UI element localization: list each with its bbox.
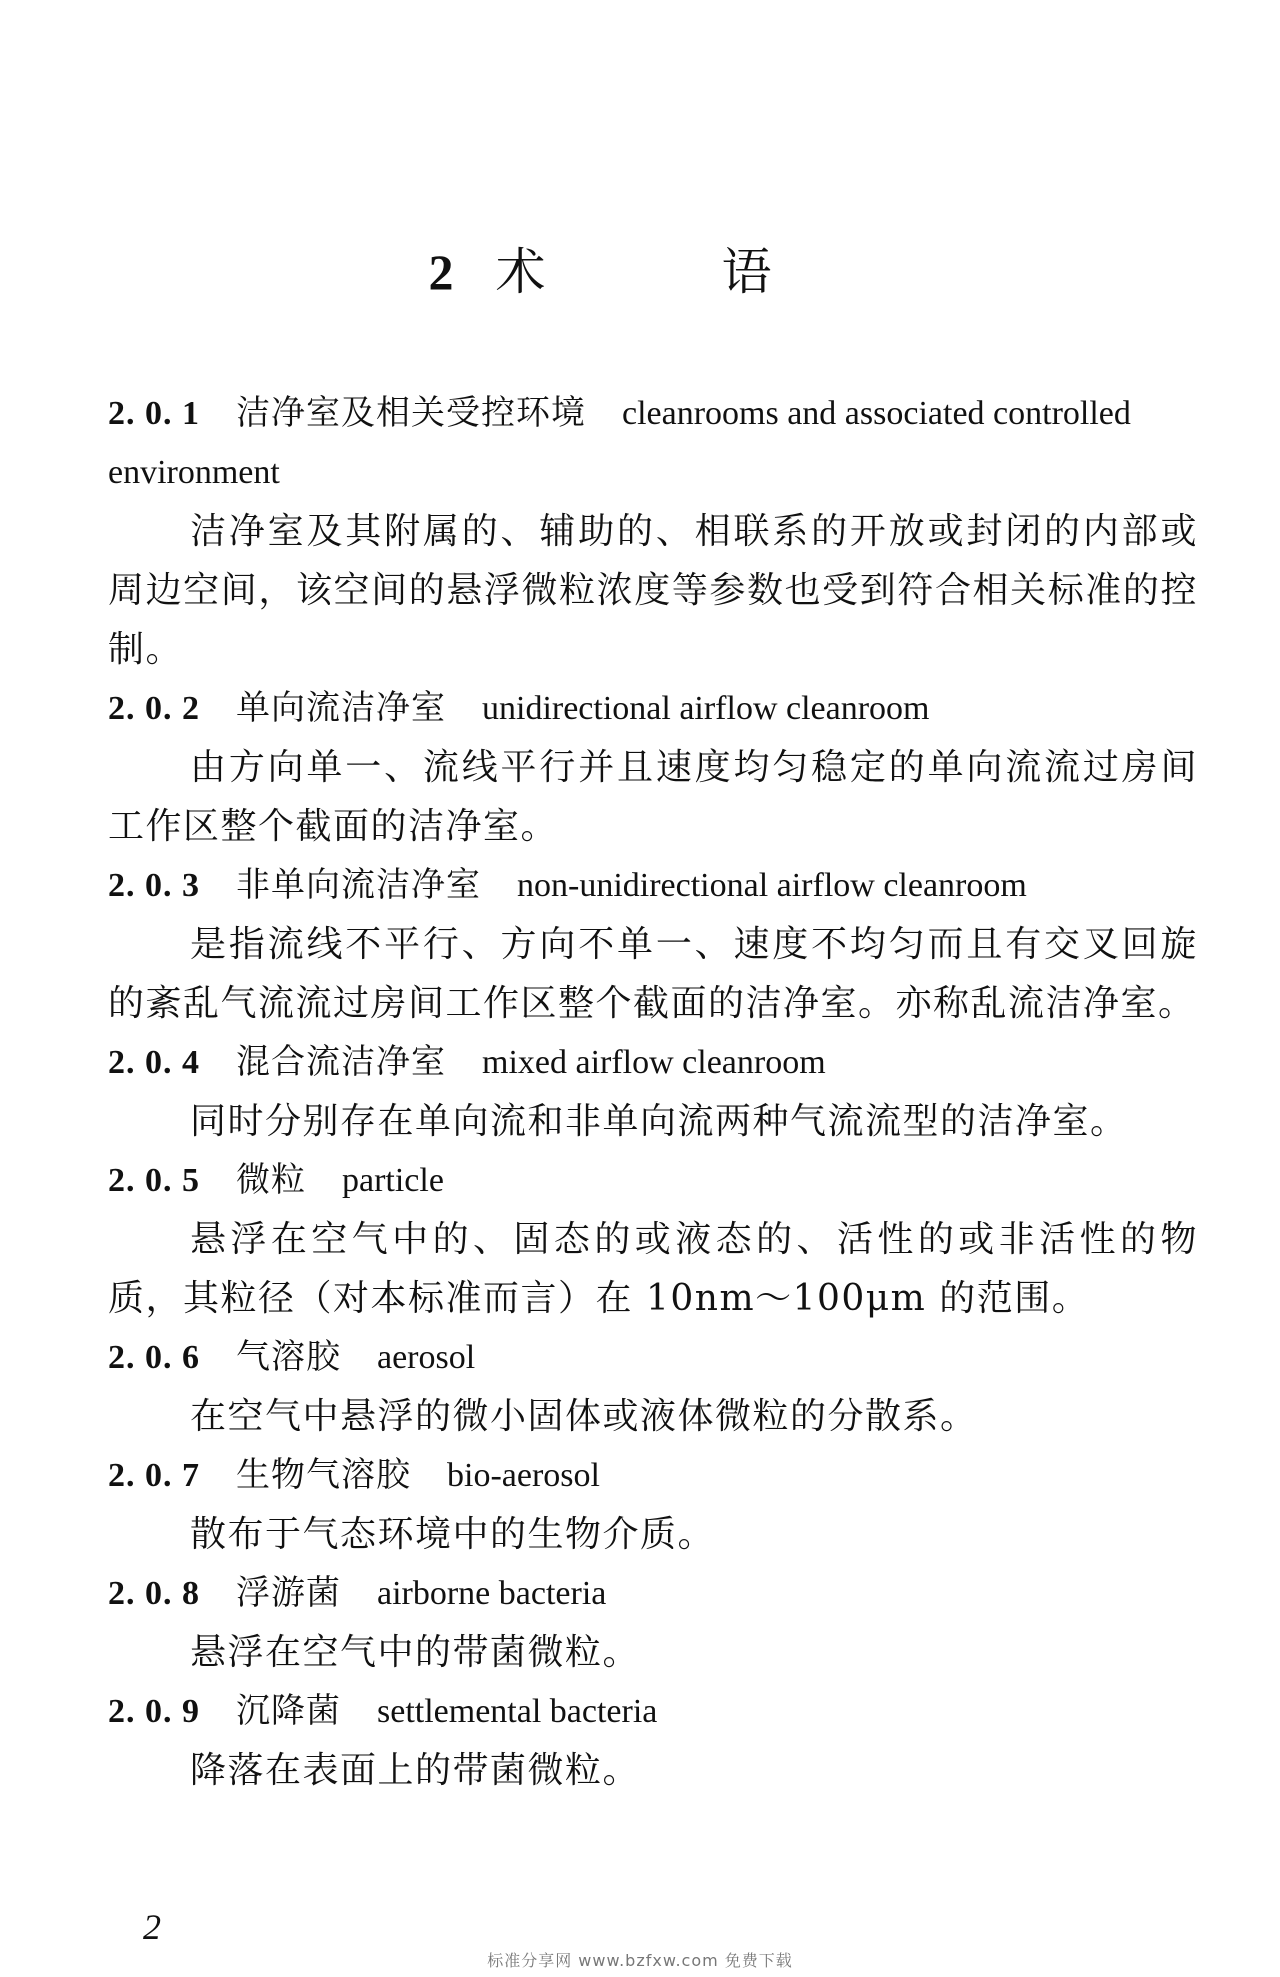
term-heading (108, 1151, 1198, 1210)
term-chinese: 生物气溶胶 (236, 1455, 411, 1495)
term-definition: 洁净室及其附属的、辅助的、相联系的开放或封闭的内部或周边空间，该空间的悬浮微粒浓度等参数也受到符合相关标准的控制。 (108, 511, 1198, 670)
term-definition: 在空气中悬浮的微小固体或液体微粒的分散系。 (190, 1396, 978, 1437)
term-chinese: 浮游菌 (236, 1573, 341, 1613)
term-entry (108, 1328, 1198, 1446)
term-chinese: 沉降菌 (236, 1691, 341, 1731)
term-entry (108, 1033, 1198, 1151)
term-english: particle (342, 1162, 444, 1199)
term-heading (108, 856, 1198, 915)
term-number: 2. 0. 7 (108, 1457, 200, 1494)
term-definition: 由方向单一、流线平行并且速度均匀稳定的单向流流过房间工作区整个截面的洁净室。 (108, 747, 1198, 847)
term-entry (108, 1446, 1198, 1564)
term-number: 2. 0. 5 (108, 1162, 200, 1199)
term-chinese: 气溶胶 (236, 1337, 341, 1377)
term-definition: 悬浮在空气中的带菌微粒。 (190, 1632, 641, 1673)
term-heading (108, 384, 1198, 502)
term-heading (108, 1682, 1198, 1741)
term-entry (108, 384, 1198, 679)
term-chinese: 非单向流洁净室 (236, 865, 481, 905)
term-entry (108, 1564, 1198, 1682)
term-heading (108, 679, 1198, 738)
term-number: 2. 0. 1 (108, 395, 200, 432)
term-english: cleanrooms and associated controlled environment (108, 395, 1131, 491)
term-english: aerosol (377, 1339, 476, 1376)
term-chinese: 单向流洁净室 (236, 688, 446, 728)
term-chinese: 微粒 (236, 1160, 306, 1200)
term-heading (108, 1033, 1198, 1092)
term-english: non-unidirectional airflow cleanroom (517, 867, 1027, 904)
term-english: bio-aerosol (447, 1457, 600, 1494)
terms-list (108, 384, 1198, 1800)
term-entry (108, 1682, 1198, 1800)
term-number: 2. 0. 8 (108, 1575, 200, 1612)
term-definition: 散布于气态环境中的生物介质。 (190, 1514, 716, 1555)
term-entry (108, 856, 1198, 1033)
chapter-heading (0, 232, 1280, 304)
term-english: airborne bacteria (377, 1575, 607, 1612)
term-heading (108, 1328, 1198, 1387)
term-heading (108, 1446, 1198, 1505)
term-definition: 悬浮在空气中的、固态的或液态的、活性的或非活性的物质，其粒径（对本标准而言）在 10nm～100μm 的范围。 (108, 1219, 1198, 1319)
term-entry (108, 679, 1198, 856)
term-number: 2. 0. 2 (108, 690, 200, 727)
term-heading (108, 1564, 1198, 1623)
term-definition: 同时分别存在单向流和非单向流两种气流流型的洁净室。 (190, 1101, 1128, 1142)
term-english: settlemental bacteria (377, 1693, 658, 1730)
term-number: 2. 0. 9 (108, 1693, 200, 1730)
term-english: unidirectional airflow cleanroom (482, 690, 930, 727)
term-definition: 是指流线不平行、方向不单一、速度不均匀而且有交叉回旋的紊乱气流流过房间工作区整个截面的洁净室。亦称乱流洁净室。 (108, 924, 1198, 1024)
term-entry (108, 1151, 1198, 1328)
term-english: mixed airflow cleanroom (482, 1044, 826, 1081)
page-number: 2 (143, 1907, 161, 1947)
footer-watermark: 标准分享网 www.bzfxw.com 免费下载 (487, 1951, 793, 1970)
term-number: 2. 0. 3 (108, 867, 200, 904)
term-number: 2. 0. 4 (108, 1044, 200, 1081)
chapter-number: 2 (428, 244, 456, 300)
term-definition: 降落在表面上的带菌微粒。 (190, 1750, 641, 1791)
term-chinese: 混合流洁净室 (236, 1042, 446, 1082)
chapter-title: 术 语 (495, 243, 852, 301)
term-number: 2. 0. 6 (108, 1339, 200, 1376)
term-chinese: 洁净室及相关受控环境 (236, 393, 586, 433)
